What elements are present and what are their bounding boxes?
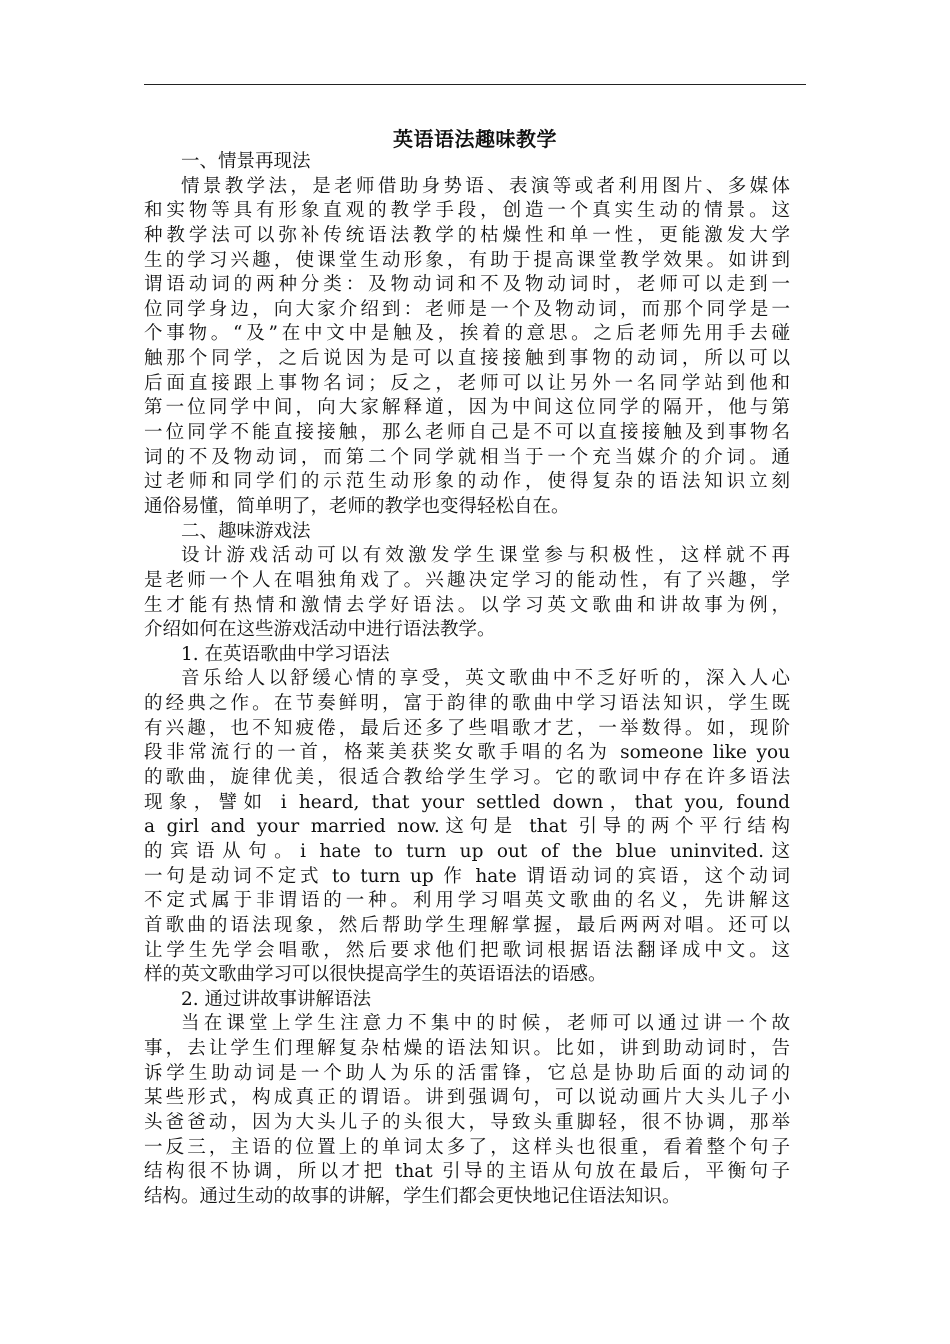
text-line: 事，去让学生们理解复杂枯燥的语法知识。比如，讲到助动词时，告 (144, 1038, 790, 1060)
text-line: 首歌曲的语法现象，然后帮助学生理解掌握，最后两两对唱。还可以 (144, 914, 790, 936)
text-line: 音乐给人以舒缓心情的享受，英文歌曲中不乏好听的，深入人心 (181, 668, 790, 690)
text-line: 当在课堂上学生注意力不集中的时候，老师可以通过讲一个故 (181, 1013, 790, 1035)
text-line: 一位同学不能直接接触，那么老师自己是不可以直接接触及到事物名 (144, 422, 790, 444)
text-line: 情景教学法，是老师借助身势语、表演等或者利用图片、多媒体 (181, 175, 790, 197)
text-line: 有兴趣，也不知疲倦，最后还多了些唱歌才艺，一举数得。如，现阶 (144, 717, 790, 739)
text-line: 一句是动词不定式 to turn up 作 hate 谓语动词的宾语，这个动词 (144, 865, 790, 887)
header-rule (144, 84, 806, 85)
text-line: 触那个同学，之后说因为是可以直接接触到事物的动词，所以可以 (144, 348, 790, 370)
text-line: 生才能有热情和激情去学好语法。以学习英文歌曲和讲故事为例， (144, 594, 790, 616)
text-line: 后面直接跟上事物名词；反之，老师可以让另外一名同学站到他和 (144, 372, 790, 394)
text-line: 段非常流行的一首，格莱美获奖女歌手唱的名为 someone like you (144, 742, 790, 764)
text-line: 词的不及物动词，而第二个同学就相当于一个充当媒介的介词。通 (144, 446, 790, 468)
text-line: 第一位同学中间，向大家解释道，因为中间这位同学的隔开，他与第 (144, 397, 790, 419)
text-line: 某些形式，构成真正的谓语。讲到强调句，可以说动画片大头儿子小 (144, 1087, 790, 1109)
text-line: 的宾语从句。i hate to turn up out of the blue uninvited.这 (144, 840, 790, 862)
text-line: 谓语动词的两种分类：及物动词和不及物动词时，老师可以走到一 (144, 274, 790, 296)
document-body (144, 150, 790, 1210)
text-line: 的经典之作。在节奏鲜明，富于韵律的歌曲中学习语法知识，学生既 (144, 693, 790, 715)
text-line: 种教学法可以弥补传统语法教学的枯燥性和单一性，更能激发大学 (144, 224, 790, 246)
text-line: 不定式属于非谓语的一种。利用学习唱英文歌曲的名义，先讲解这 (144, 890, 790, 912)
document-title: 英语语法趣味教学 (393, 127, 557, 151)
text-line: 头爸爸动，因为大头儿子的头很大，导致头重脚轻，很不协调，那举 (144, 1111, 790, 1133)
text-line: 一反三，主语的位置上的单词太多了，这样头也很重，看着整个句子 (144, 1136, 790, 1158)
text-line: 过老师和同学们的示范生动形象的动作，使得复杂的语法知识立刻 (144, 471, 790, 493)
text-line: 结构很不协调，所以才把 that 引导的主语从句放在最后，平衡句子 (144, 1161, 790, 1183)
text-line: 个事物。“及”在中文中是触及，挨着的意思。之后老师先用手去碰 (144, 323, 790, 345)
text-line: 结构。通过生动的故事的讲解，学生们都会更快地记住语法知识。 (144, 1185, 681, 1207)
text-line: 设计游戏活动可以有效激发学生课堂参与积极性，这样就不再 (181, 545, 790, 567)
text-line: 通俗易懂，简单明了，老师的教学也变得轻松自在。 (144, 495, 570, 517)
text-line: 一、情景再现法 (181, 151, 311, 172)
text-line: 是老师一个人在唱独角戏了。兴趣决定学习的能动性，有了兴趣，学 (144, 569, 790, 591)
text-line: 的歌曲，旋律优美，很适合教给学生学习。它的歌词中存在许多语法 (144, 767, 790, 789)
text-line: 介绍如何在这些游戏活动中进行语法教学。 (144, 619, 496, 641)
text-line: 位同学身边，向大家介绍到：老师是一个及物动词，而那个同学是一 (144, 298, 790, 320)
text-line: 样的英文歌曲学习可以很快提高学生的英语语法的语感。 (144, 964, 607, 986)
text-line: 1. 在英语歌曲中学习语法 (181, 643, 390, 665)
text-line: 2. 通过讲故事讲解语法 (181, 988, 372, 1010)
text-line: 诉学生助动词是一个助人为乐的活雷锋，它总是协助后面的动词的 (144, 1062, 790, 1084)
text-line: 和实物等具有形象直观的教学手段，创造一个真实生动的情景。这 (144, 200, 790, 222)
text-line: 二、趣味游戏法 (181, 520, 311, 542)
text-line: a girl and your married now.这句是 that 引导的两个平行结构 (144, 816, 790, 838)
text-line: 现象，譬如 i heard, that your settled down，that you, found (144, 791, 790, 813)
text-line: 让学生先学会唱歌，然后要求他们把歌词根据语法翻译成中文。这 (144, 939, 790, 961)
text-line: 生的学习兴趣，使课堂生动形象，有助于提高课堂教学效果。如讲到 (144, 249, 790, 271)
